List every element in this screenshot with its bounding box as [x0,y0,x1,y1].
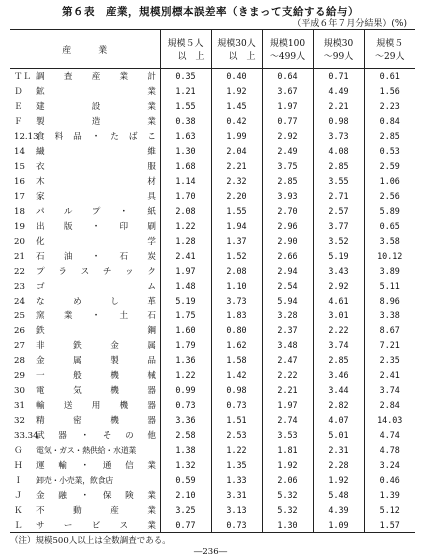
industry-label [10,323,160,338]
error-rate-cell: 0.99 [160,383,211,398]
error-rate-cell: 3.55 [313,174,364,189]
table-body [10,69,415,533]
table-row [10,174,415,189]
error-rate-cell: 0.98 [313,114,364,129]
error-rate-cell: 5.32 [262,502,313,517]
error-rate-cell: 1.57 [364,517,415,532]
error-rate-cell: 2.58 [160,428,211,443]
error-rate-cell: 5.11 [364,278,415,293]
error-rate-cell: 4.61 [313,293,364,308]
error-rate-cell: 5.94 [262,293,313,308]
industry-label [10,203,160,218]
error-rate-cell: 2.85 [313,353,364,368]
error-rate-cell: 3.36 [160,413,211,428]
error-rate-cell: 8.67 [364,323,415,338]
error-rate-cell: 4.74 [364,428,415,443]
error-rate-cell: 2.90 [262,233,313,248]
error-rate-cell: 2.22 [262,368,313,383]
industry-name: 一般機械 [36,371,156,382]
table-row [10,129,415,144]
industry-label [10,398,160,413]
error-rate-cell: 1.42 [211,368,262,383]
error-rate-cell: 0.40 [211,69,262,84]
table-row [10,293,415,308]
industry-name: 製造業 [36,117,156,128]
header-size-30-plus: 規模30人 以 上 [211,30,262,69]
error-rate-cell: 2.96 [262,218,313,233]
table-row [10,398,415,413]
error-rate-cell: 0.73 [160,398,211,413]
error-rate-cell: 2.35 [364,353,415,368]
error-rate-cell: 1.99 [211,129,262,144]
error-rate-cell: 1.92 [262,457,313,472]
table-row [10,442,415,457]
error-rate-cell: 1.62 [211,338,262,353]
error-rate-cell: 1.52 [211,248,262,263]
table-row [10,323,415,338]
industry-name: プラスチック [36,266,156,277]
industry-name: 鉱業 [36,87,156,98]
error-rate-cell: 2.23 [364,99,415,114]
error-rate-cell: 2.85 [313,159,364,174]
error-rate-cell: 0.84 [364,114,415,129]
error-rate-cell: 1.60 [160,323,211,338]
error-rate-cell: 1.09 [313,517,364,532]
industry-code: 16 [14,177,25,188]
industry-name: 輸送用機器 [36,401,156,412]
industry-label [10,517,160,532]
industry-name: 電気・ガス・熱供給・水道業 [36,445,137,455]
error-rate-cell: 3.75 [262,159,313,174]
table-row [10,84,415,99]
industry-code: Ｆ [14,117,23,128]
industry-name: 出版・印刷 [36,221,156,232]
error-rate-cell: 2.20 [211,189,262,204]
error-rate-cell: 1.55 [160,99,211,114]
industry-code: Ｄ [14,87,23,98]
error-rate-cell: 0.38 [160,114,211,129]
table-row [10,308,415,323]
error-rate-cell: 2.74 [262,413,313,428]
industry-label [10,278,160,293]
error-rate-cell: 2.10 [160,487,211,502]
error-rate-cell: 2.85 [364,129,415,144]
industry-name: 調査産業計 [36,72,156,83]
error-rate-cell: 10.12 [364,248,415,263]
table-row [10,69,415,84]
error-rate-cell: 1.39 [364,487,415,502]
error-rate-cell: 0.42 [211,114,262,129]
error-rate-cell: 5.48 [313,487,364,502]
error-rate-cell: 4.49 [313,84,364,99]
table-row [10,114,415,129]
header-size-100-499: 規模100 ～499人 [262,30,313,69]
industry-name: 金融・保険業 [36,490,156,501]
error-rate-cell: 1.38 [160,442,211,457]
error-rate-cell: 1.28 [160,233,211,248]
error-rate-cell: 2.06 [262,472,313,487]
error-rate-cell: 1.55 [211,203,262,218]
industry-label [10,502,160,517]
error-rate-cell: 3.01 [313,308,364,323]
industry-name: 鉄鋼 [36,326,156,337]
error-rate-cell: 1.92 [211,84,262,99]
table-row [10,413,415,428]
industry-code: 25 [14,311,25,322]
error-rate-cell: 1.92 [313,472,364,487]
error-rate-cell: 5.01 [313,428,364,443]
industry-label [10,487,160,502]
error-rate-cell: 2.66 [262,248,313,263]
error-rate-cell: 2.21 [211,159,262,174]
error-rate-cell: 2.92 [262,129,313,144]
error-rate-cell: 0.46 [364,472,415,487]
table-row [10,248,415,263]
header-size-5-29: 規模５ ～29人 [364,30,415,69]
industry-name: 非鉄金属 [36,341,156,352]
industry-code: 29 [14,371,25,382]
industry-name: ゴム [36,281,156,292]
industry-label [10,368,160,383]
industry-label [10,442,160,457]
industry-label [10,114,160,129]
industry-code: Ｊ [14,490,23,501]
error-rate-cell: 1.68 [160,159,211,174]
industry-label [10,129,160,144]
header-size-5-plus: 規模５人 以 上 [160,30,211,69]
error-rate-cell: 2.53 [211,428,262,443]
error-rate-cell: 1.97 [160,263,211,278]
error-rate-cell: 3.24 [364,457,415,472]
industry-code: Ｌ [14,520,23,531]
industry-label [10,383,160,398]
industry-code: 14 [14,147,25,158]
error-rate-cell: 3.46 [313,368,364,383]
error-rate-cell: 5.19 [313,248,364,263]
error-rate-cell: 1.51 [211,413,262,428]
error-rate-cell: 8.96 [364,293,415,308]
table-row [10,517,415,532]
error-rate-cell: 4.07 [313,413,364,428]
industry-code: Ｈ [14,460,23,471]
error-rate-cell: 3.89 [364,263,415,278]
page-number: ―236― [193,547,228,557]
error-rate-cell: 2.21 [262,383,313,398]
error-rate-cell: 1.22 [160,368,211,383]
error-rate-cell: 5.89 [364,203,415,218]
industry-name: 衣服 [36,162,156,173]
error-rate-cell: 3.48 [262,338,313,353]
industry-label [10,308,160,323]
error-rate-cell: 0.53 [364,144,415,159]
error-rate-cell: 1.06 [364,174,415,189]
error-rate-cell: 0.73 [211,398,262,413]
error-rate-cell: 3.43 [313,263,364,278]
industry-name: 卸売・小売業，飲食店 [36,475,113,485]
table-row [10,144,415,159]
industry-label [10,248,160,263]
industry-code: 20 [14,236,25,247]
error-rate-cell: 2.84 [364,398,415,413]
industry-code: Ｇ [14,445,23,456]
industry-code: 17 [14,191,25,202]
error-rate-cell: 1.58 [211,353,262,368]
error-rate-cell: 1.22 [211,442,262,457]
industry-label [10,293,160,308]
industry-label [10,189,160,204]
industry-label [10,159,160,174]
industry-code: 33.34 [14,430,39,441]
error-rate-cell: 0.61 [364,69,415,84]
table-row [10,203,415,218]
error-rate-cell: 1.56 [364,84,415,99]
industry-name: サービス業 [36,520,156,531]
industry-label [10,174,160,189]
industry-name: 金属製品 [36,356,156,367]
header-row [10,30,415,69]
industry-name: 建設業 [36,102,156,113]
error-rate-cell: 3.74 [364,383,415,398]
industry-name: パルプ・紙 [36,206,156,217]
table-row [10,368,415,383]
error-rate-cell: 1.79 [160,338,211,353]
table-row [10,338,415,353]
industry-label [10,84,160,99]
error-rate-cell: 2.41 [364,368,415,383]
error-rate-cell: 1.81 [262,442,313,457]
error-rate-cell: 0.71 [313,69,364,84]
error-rate-cell: 2.31 [313,442,364,457]
error-rate-cell: 3.77 [313,218,364,233]
table-row [10,472,415,487]
error-rate-cell: 3.58 [364,233,415,248]
error-rate-cell: 3.25 [160,502,211,517]
industry-name: 武器・その他 [36,430,156,441]
error-rate-cell: 1.21 [160,84,211,99]
industry-code: Ｉ [14,475,23,486]
industry-name: 不動産業 [36,505,156,516]
header-size-30-99: 規模30 ～99人 [313,30,364,69]
error-rate-cell: 2.56 [364,189,415,204]
table-subtitle: （平成６年７月分結果）(%) [292,19,407,29]
industry-name: 繊維 [36,147,156,158]
industry-name: 運輸・通信業 [36,460,156,471]
table-row [10,353,415,368]
error-rate-cell: 2.08 [211,263,262,278]
error-rate-cell: 2.04 [211,144,262,159]
industry-code: ＴＬ [14,72,32,83]
error-rate-cell: 1.70 [160,189,211,204]
error-rate-cell: 0.98 [211,383,262,398]
error-rate-cell: 3.38 [364,308,415,323]
error-rate-cell: 1.32 [160,457,211,472]
error-rate-cell: 3.53 [262,428,313,443]
industry-code: 31 [14,401,25,412]
industry-code: 26 [14,326,25,337]
error-rate-cell: 1.94 [211,218,262,233]
error-rate-cell: 1.63 [160,129,211,144]
industry-label [10,457,160,472]
industry-label [10,338,160,353]
error-rate-cell: 4.78 [364,442,415,457]
error-rate-cell: 0.64 [262,69,313,84]
error-rate-cell: 3.74 [313,338,364,353]
industry-code: 21 [14,251,25,262]
error-rate-cell: 1.36 [160,353,211,368]
industry-label [10,69,160,84]
industry-label [10,218,160,233]
table-row [10,263,415,278]
error-rate-cell: 2.22 [313,323,364,338]
industry-name: 木材 [36,177,156,188]
industry-code: Ｋ [14,505,23,516]
error-rate-cell: 1.10 [211,278,262,293]
error-rate-cell: 0.35 [160,69,211,84]
error-rate-cell: 3.73 [313,129,364,144]
error-rate-cell: 1.75 [160,308,211,323]
error-rate-cell: 0.65 [364,218,415,233]
table-row [10,189,415,204]
error-rate-cell: 2.92 [313,278,364,293]
error-rate-cell: 14.03 [364,413,415,428]
industry-label [10,263,160,278]
industry-name: 窯業・土石 [36,311,156,322]
error-rate-cell: 1.45 [211,99,262,114]
industry-label [10,99,160,114]
error-rate-cell: 5.19 [160,293,211,308]
error-rate-cell: 0.80 [211,323,262,338]
error-rate-cell: 0.77 [160,517,211,532]
error-rate-cell: 2.32 [211,174,262,189]
industry-name: 電気機器 [36,386,156,397]
error-rate-cell: 1.22 [160,218,211,233]
error-rate-cell: 1.35 [211,457,262,472]
table-row [10,457,415,472]
industry-label [10,472,160,487]
industry-name: 精密機器 [36,416,156,427]
error-rate-cell: 5.32 [262,487,313,502]
error-rate-cell: 1.97 [262,99,313,114]
error-rate-cell: 0.59 [160,472,211,487]
error-rate-cell: 2.49 [262,144,313,159]
error-rate-cell: 3.93 [262,189,313,204]
table-row [10,233,415,248]
table-row [10,99,415,114]
table-row [10,383,415,398]
error-rate-cell: 1.37 [211,233,262,248]
error-rate-cell: 2.82 [313,398,364,413]
error-rate-cell: 2.21 [313,99,364,114]
error-rate-cell: 2.37 [262,323,313,338]
industry-code: 30 [14,386,25,397]
industry-code: 24 [14,296,25,307]
industry-code: 18 [14,206,25,217]
industry-name: 石油・石炭 [36,251,156,262]
error-rate-cell: 2.08 [160,203,211,218]
error-rate-cell: 2.41 [160,248,211,263]
error-rate-cell: 1.97 [262,398,313,413]
industry-label [10,144,160,159]
table-row [10,502,415,517]
header-industry: 産 業 [10,30,160,69]
industry-label [10,428,160,443]
error-rate-table [10,29,415,533]
table-row [10,487,415,502]
footnote: （注）規模500人以上は全数調査である。 [10,536,171,546]
error-rate-cell: 2.94 [262,263,313,278]
industry-label [10,353,160,368]
error-rate-cell: 1.83 [211,308,262,323]
error-rate-cell: 4.08 [313,144,364,159]
error-rate-cell: 2.57 [313,203,364,218]
industry-label [10,413,160,428]
error-rate-cell: 3.44 [313,383,364,398]
table-row [10,428,415,443]
error-rate-cell: 2.70 [262,203,313,218]
industry-code: 19 [14,221,25,232]
table-row [10,159,415,174]
industry-label [10,233,160,248]
error-rate-cell: 2.85 [262,174,313,189]
industry-code: 23 [14,281,25,292]
industry-name: 家具 [36,191,156,202]
error-rate-cell: 3.28 [262,308,313,323]
table-row [10,218,415,233]
error-rate-cell: 7.21 [364,338,415,353]
industry-name: なめし革 [36,296,156,307]
error-rate-cell: 0.77 [262,114,313,129]
industry-code: 12.13 [14,132,39,143]
error-rate-cell: 3.31 [211,487,262,502]
table-row [10,278,415,293]
error-rate-cell: 5.12 [364,502,415,517]
industry-code: 22 [14,266,25,277]
industry-code: 28 [14,356,25,367]
industry-name: 化学 [36,236,156,247]
industry-code: 15 [14,162,25,173]
error-rate-cell: 3.67 [262,84,313,99]
error-rate-cell: 3.73 [211,293,262,308]
industry-name: 食料品・たばこ [36,132,156,143]
industry-code: 27 [14,341,25,352]
error-rate-cell: 2.28 [313,457,364,472]
table-title: 第６表 産業，規模別標本誤差率（きまって支給する給与） [62,6,359,18]
error-rate-cell: 1.33 [211,472,262,487]
industry-code: Ｅ [14,102,23,113]
error-rate-cell: 1.30 [262,517,313,532]
industry-code: 32 [14,416,25,427]
error-rate-cell: 2.54 [262,278,313,293]
error-rate-cell: 1.48 [160,278,211,293]
error-rate-cell: 3.13 [211,502,262,517]
error-rate-cell: 0.73 [211,517,262,532]
error-rate-cell: 2.71 [313,189,364,204]
error-rate-cell: 4.39 [313,502,364,517]
error-rate-cell: 3.52 [313,233,364,248]
error-rate-cell: 2.47 [262,353,313,368]
error-rate-cell: 1.14 [160,174,211,189]
error-rate-cell: 2.59 [364,159,415,174]
error-rate-cell: 1.30 [160,144,211,159]
